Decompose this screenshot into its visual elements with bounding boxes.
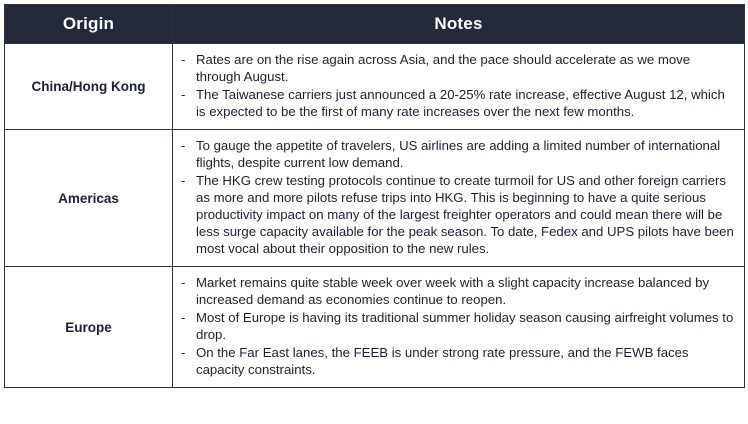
table-body (5, 44, 745, 388)
origin-label: Europe (5, 267, 173, 388)
column-header-notes: Notes (173, 5, 745, 44)
list-item (181, 344, 734, 378)
note-text: Rates are on the rise again across Asia, and the pace should accelerate as we move through August. (196, 52, 691, 84)
notes-cell (173, 267, 745, 388)
note-text: The Taiwanese carriers just announced a 20-25% rate increase, effective August 12, which is expected to be the first of many rate increases over the next few months. (196, 87, 725, 119)
list-item (181, 51, 734, 85)
notes-cell (173, 130, 745, 267)
note-text: To gauge the appetite of travelers, US airlines are adding a limited number of international flights, despite current low demand. (196, 138, 721, 170)
bullet-dash-icon: - (181, 87, 186, 102)
list-item (181, 274, 734, 308)
origin-notes-table (4, 4, 745, 388)
table-row (5, 130, 745, 267)
column-header-origin: Origin (5, 5, 173, 44)
table-row (5, 44, 745, 130)
bullet-dash-icon: - (181, 52, 186, 67)
origin-label: Americas (5, 130, 173, 267)
bullet-dash-icon: - (181, 310, 186, 325)
notes-cell (173, 44, 745, 130)
note-text: Most of Europe is having its traditional summer holiday season causing airfreight volumes to drop. (196, 310, 734, 342)
note-text: Market remains quite stable week over week with a slight capacity increase balanced by increased demand as economies continue to reopen. (196, 275, 710, 307)
note-list (181, 137, 734, 257)
list-item (181, 309, 734, 343)
table-row (5, 267, 745, 388)
note-text: On the Far East lanes, the FEEB is under strong rate pressure, and the FEWB faces capacity constraints. (196, 345, 689, 377)
list-item (181, 172, 734, 257)
bullet-dash-icon: - (181, 138, 186, 153)
table-header (5, 5, 745, 44)
bullet-dash-icon: - (181, 173, 186, 188)
origin-label: China/Hong Kong (5, 44, 173, 130)
bullet-dash-icon: - (181, 275, 186, 290)
note-list (181, 274, 734, 378)
note-text: The HKG crew testing protocols continue to create turmoil for US and other foreign carriers as more and more pilots refuse trips into HKG. This is beginning to have a quite serious productivity impact on many of the largest freighter operators and could mean there will be less surge capacity available for the peak season. To date, Fedex and UPS pilots have been most vocal about their opposition to the new rules. (196, 173, 734, 256)
list-item (181, 86, 734, 120)
bullet-dash-icon: - (181, 345, 186, 360)
table-header-row (5, 5, 745, 44)
list-item (181, 137, 734, 171)
note-list (181, 51, 734, 120)
